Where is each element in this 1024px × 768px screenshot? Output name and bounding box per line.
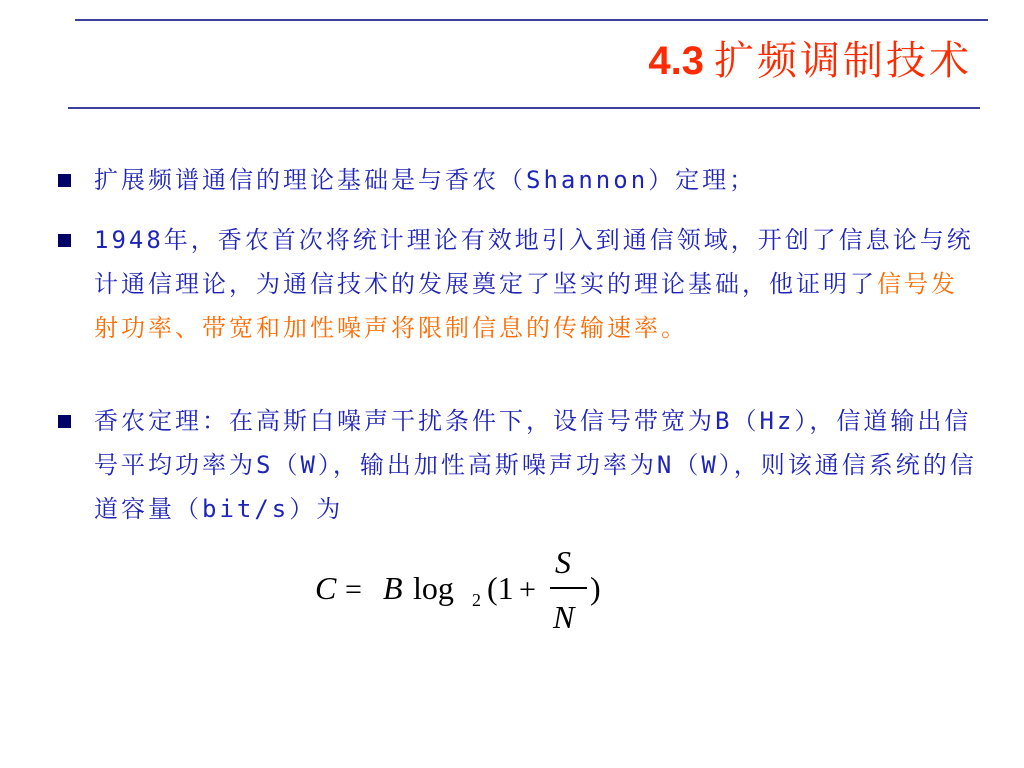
square-bullet-icon	[58, 415, 71, 428]
title-number: 4.3	[648, 39, 704, 83]
bullet-item-shannon-theorem	[58, 399, 993, 531]
formula-coef: B	[383, 570, 403, 606]
bullet-item-shannon-basis	[58, 158, 993, 202]
top-rule	[75, 19, 988, 21]
formula-numerator: S	[555, 544, 571, 580]
bullet-text-plain: 1948年，香农首次将统计理论有效地引入到通信领域，开创了信息论与统计通信理论，为通信技术的发展奠定了坚实的理论基础，他证明了	[94, 226, 974, 298]
slide-title	[648, 30, 972, 92]
formula-close: )	[590, 570, 601, 606]
channel-capacity-formula	[315, 540, 635, 640]
title-text: 扩频调制技术	[714, 38, 972, 84]
square-bullet-icon	[58, 234, 71, 247]
square-bullet-icon	[58, 174, 71, 187]
title-underline-rule	[68, 107, 980, 109]
formula-denominator: N	[553, 599, 575, 635]
formula-equals: =	[345, 573, 362, 606]
bullet-text: 扩展频谱通信的理论基础是与香农（Shannon）定理；	[94, 166, 757, 194]
formula-open: (1	[487, 570, 514, 606]
formula-lhs: C	[315, 570, 337, 606]
formula-plus: +	[519, 573, 536, 606]
bullet-text: 香农定理：在高斯白噪声干扰条件下，设信号带宽为B（Hz），信道输出信号平均功率为S（W），输出加性高斯噪声功率为N（W），则该通信系统的信道容量（bit/s）为	[94, 407, 977, 523]
formula-log: log	[413, 570, 454, 606]
bullet-item-1948-history	[58, 218, 993, 350]
bullet-text	[94, 218, 984, 350]
formula-log-base: 2	[472, 590, 481, 610]
bullet-text-highlight: 信号发射功率、带宽和加性噪声将限制信息的传输速率。	[94, 270, 958, 342]
